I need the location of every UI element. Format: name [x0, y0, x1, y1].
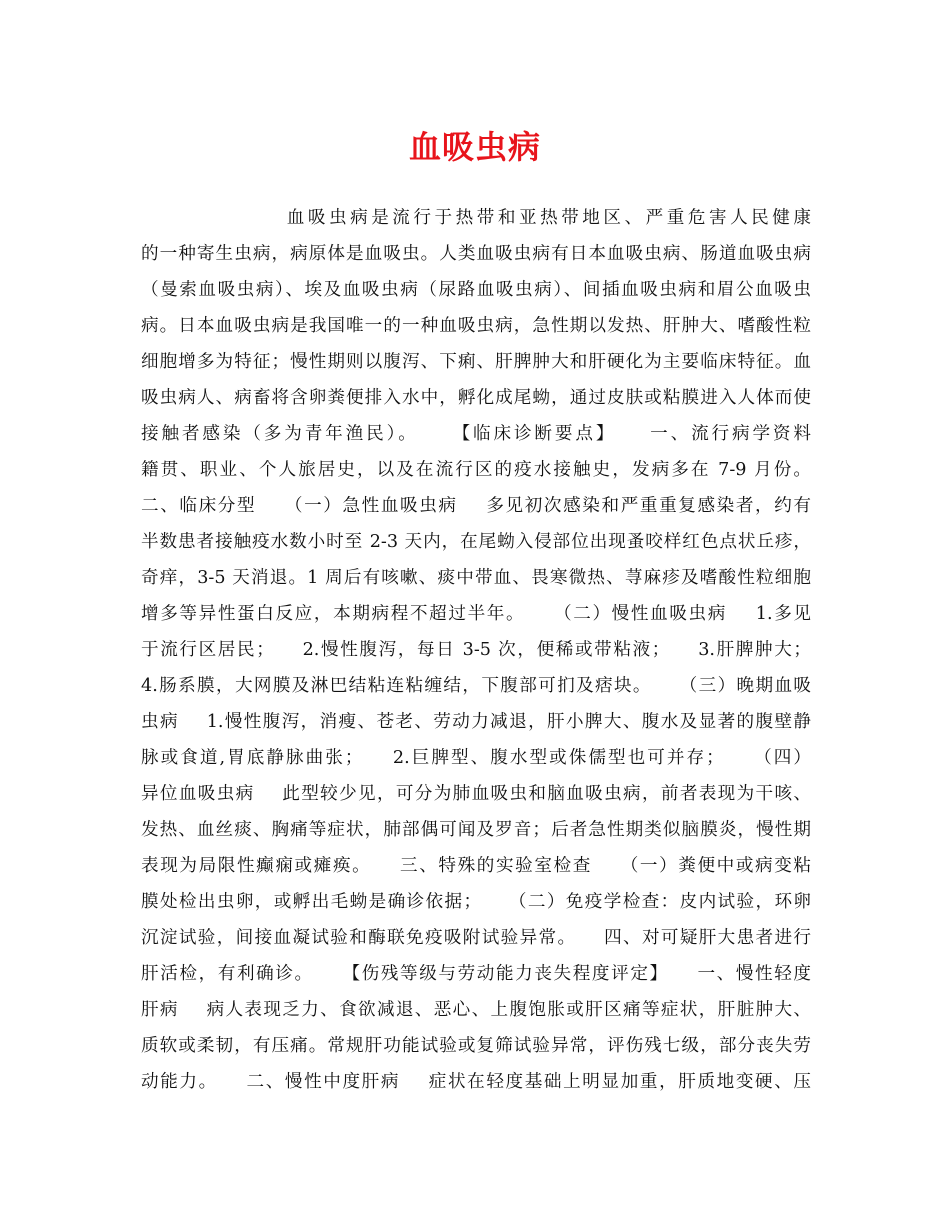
text-line: 表现为局限性癫痫或瘫痪。 三、特殊的实验室检查 （一）粪便中或病变粘	[141, 856, 811, 876]
text-line: 沉淀试验，间接血凝试验和酶联免疫吸附试验异常。 四、对可疑肝大患者进行	[141, 928, 811, 948]
text-line: 吸虫病人、病畜将含卵粪便排入水中，孵化成尾蚴，通过皮肤或粘膜进入人体而使	[141, 388, 811, 408]
document-title: 血吸虫病	[408, 128, 541, 166]
text-line: 接触者感染（多为青年渔民）。 【临床诊断要点】 一、流行病学资料	[141, 424, 811, 444]
text-line: 肝活检，有利确诊。 【伤残等级与劳动能力丧失程度评定】 一、慢性轻度	[141, 964, 811, 984]
text-line: 膜处检出虫卵，或孵出毛蚴是确诊依据； （二）免疫学检查：皮内试验，环卵	[141, 892, 811, 912]
text-line: 虫病 1.慢性腹泻，消瘦、苍老、劳动力减退，肝小脾大、腹水及显著的腹壁静	[141, 712, 811, 732]
text-line: 发热、血丝痰、胸痛等症状，肺部偶可闻及罗音；后者急性期类似脑膜炎，慢性期	[141, 820, 811, 840]
text-line: 血吸虫病是流行于热带和亚热带地区、严重危害人民健康	[141, 208, 811, 228]
text-line: 动能力。 二、慢性中度肝病 症状在轻度基础上明显加重，肝质地变硬、压	[141, 1072, 811, 1092]
text-line: 籍贯、职业、个人旅居史，以及在流行区的疫水接触史，发病多在 7-9 月份。	[141, 460, 811, 480]
text-line: 奇痒，3-5 天消退。1 周后有咳嗽、痰中带血、畏寒微热、荨麻疹及嗜酸性粒细胞	[141, 568, 811, 588]
text-line: 脉或食道,胃底静脉曲张； 2.巨脾型、腹水型或侏儒型也可并存； （四）	[141, 748, 811, 768]
text-line: 的一种寄生虫病，病原体是血吸虫。人类血吸虫病有日本血吸虫病、肠道血吸虫病	[141, 244, 811, 264]
document-body	[141, 200, 811, 1100]
text-line: 半数患者接触疫水数小时至 2-3 天内，在尾蚴入侵部位出现蚤咬样红色点状丘疹，	[141, 532, 811, 552]
text-line: 增多等异性蛋白反应，本期病程不超过半年。 （二）慢性血吸虫病 1.多见	[141, 604, 811, 624]
text-line: （曼索血吸虫病）、埃及血吸虫病（尿路血吸虫病）、间插血吸虫病和眉公血吸虫	[141, 280, 811, 300]
text-line: 病。日本血吸虫病是我国唯一的一种血吸虫病，急性期以发热、肝肿大、嗜酸性粒	[141, 316, 811, 336]
text-line: 异位血吸虫病 此型较少见，可分为肺血吸虫和脑血吸虫病，前者表现为干咳、	[141, 784, 811, 804]
text-line: 肝病 病人表现乏力、食欲减退、恶心、上腹饱胀或肝区痛等症状，肝脏肿大、	[141, 1000, 811, 1020]
text-line: 细胞增多为特征；慢性期则以腹泻、下痢、肝脾肿大和肝硬化为主要临床特征。血	[141, 352, 811, 372]
text-line: 于流行区居民； 2.慢性腹泻，每日 3-5 次，便稀或带粘液； 3.肝脾肿大；	[141, 640, 811, 660]
text-line: 质软或柔韧，有压痛。常规肝功能试验或复筛试验异常，评伤残七级，部分丧失劳	[141, 1036, 811, 1056]
text-line: 二、临床分型 （一）急性血吸虫病 多见初次感染和严重重复感染者，约有	[141, 496, 811, 516]
text-line: 4.肠系膜，大网膜及淋巴结粘连粘缠结，下腹部可扪及痞块。 （三）晚期血吸	[141, 676, 811, 696]
